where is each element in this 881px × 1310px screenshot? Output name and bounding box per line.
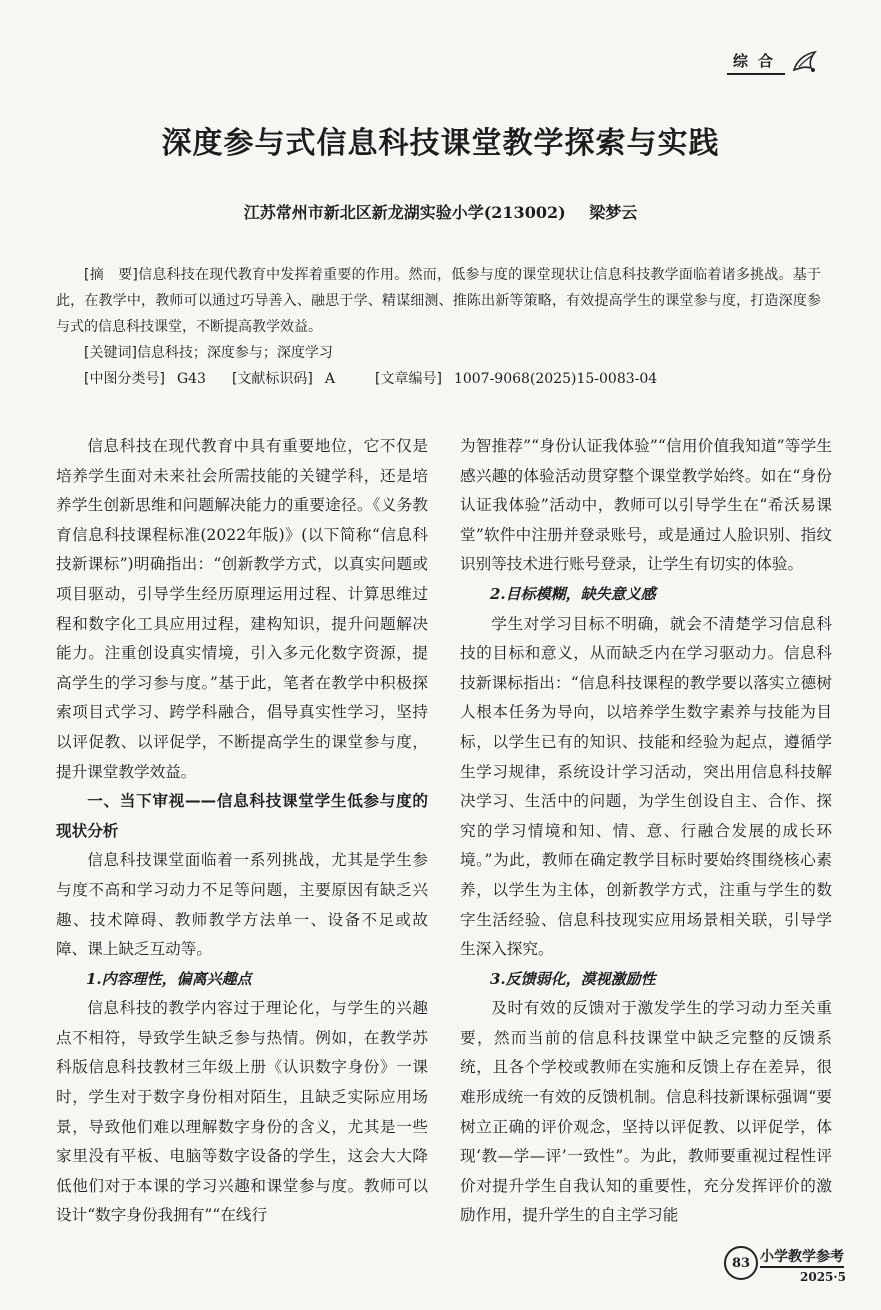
abstract-label: [摘 要] bbox=[84, 267, 138, 283]
right-column bbox=[460, 432, 832, 1252]
paragraph: 信息科技课堂面临着一系列挑战，尤其是学生参与度不高和学习动力不足等问题，主要原因有缺乏兴趣、技术障碍、教师教学方法单一、设备不足或故障、课上缺乏互动等。 bbox=[56, 851, 428, 959]
left-column bbox=[56, 432, 428, 1252]
keywords-text: 信息科技；深度参与；深度学习 bbox=[136, 345, 333, 361]
doc-code-label: [文献标识码] bbox=[231, 371, 313, 387]
paragraph: 信息科技的教学内容过于理论化，与学生的兴趣点不相符，导致学生缺乏参与热情。例如，在教学苏科版信息科技教材三年级上册《认识数字身份》一课时，学生对于数字身份相对陌生，且缺乏实际应用场景，导致他们难以理解数字身份的含义，尤其是一些家里没有平板、电脑等数字设备的学生，这会大大降低他们对于本课的学习兴趣和课堂参与度。教师可以设计“数字身份我拥有”“在线行 bbox=[56, 999, 428, 1225]
page-number: 83 bbox=[724, 1246, 758, 1280]
abstract bbox=[56, 262, 821, 340]
paragraph: 及时有效的反馈对于激发学生的学习动力至关重要，然而当前的信息科技课堂中缺乏完整的反馈系统，且各个学校或教师在实施和反馈上存在差异，很难形成统一有效的反馈机制。信息科技新课标强调“要树立正确的评价观念，坚持以评促教、以评促学，体现‘教—学—评’一致性”。为此，教师要重视过程性评价对提升学生自我认知的重要性，充分发挥评价的激励作用，提升学生的自主学习能 bbox=[460, 999, 832, 1225]
paragraph: 信息科技在现代教育中具有重要地位，它不仅是培养学生面对未来社会所需技能的关键学科，还是培养学生创新思维和问题解决能力的重要途径。《义务教育信息科技课程标准(2022年版)》(以下简称“信息科技新课标”)明确指出：“创新教学方式，以真实问题或项目驱动，引导学生经历原理运用过程、计算思维过程和数字化工具应用过程，建构知识，提升问题解决能力。注重创设真实情境，引入多元化数字资源，提高学生的学习参与度。”基于此，笔者在教学中积极探索项目式学习、跨学科融合，倡导真实性学习，坚持以评促教、以评促学，不断提高学生的课堂参与度，提升课堂教学效益。 bbox=[56, 437, 428, 781]
subsection-heading: 2.目标模糊，缺失意义感 bbox=[490, 584, 656, 603]
clc-value: G43 bbox=[176, 371, 206, 387]
section-ornament-icon bbox=[791, 48, 819, 76]
journal-issue: 2025·5 bbox=[800, 1270, 846, 1284]
byline bbox=[0, 200, 881, 223]
author-name: 梁梦云 bbox=[589, 203, 638, 222]
article-title: 深度参与式信息科技课堂教学探索与实践 bbox=[161, 126, 720, 161]
subsection-heading: 3.反馈弱化，漠视激励性 bbox=[490, 969, 656, 988]
abstract-text: 信息科技在现代教育中发挥着重要的作用。然而，低参与度的课堂现状让信息科技教学面临着诸多挑战。基于此，在教学中，教师可以通过巧导善入、融思于学、精谋细测、推陈出新等策略，有效提高学生的课堂参与度，打造深度参与式的信息科技课堂，不断提高教学效益。 bbox=[56, 267, 821, 335]
page-footer bbox=[724, 1236, 854, 1296]
section-tag bbox=[727, 48, 819, 76]
paragraph: 为智推荐”“身份认证我体验”“信用价值我知道”等学生感兴趣的体验活动贯穿整个课堂教学始终。如在“身份认证我体验”活动中，教师可以引导学生在“希沃易课堂”软件中注册并登录账号，或是通过人脸识别、指纹识别等技术进行账号登录，让学生有切实的体验。 bbox=[460, 437, 832, 574]
doc-code-value: A bbox=[324, 371, 335, 387]
section-label: 综合 bbox=[727, 50, 785, 75]
keywords bbox=[56, 340, 821, 366]
front-matter bbox=[56, 262, 821, 392]
keywords-label: [关键词] bbox=[84, 345, 137, 361]
journal-name: 小学教学参考 bbox=[760, 1246, 844, 1268]
article-no-label: [文章编号] bbox=[375, 371, 442, 387]
affiliation: 江苏常州市新北区新龙湖实验小学(213002) bbox=[243, 203, 566, 222]
body-columns bbox=[56, 432, 832, 1252]
classification-line bbox=[56, 366, 821, 392]
subsection-heading: 1.内容理性，偏离兴趣点 bbox=[86, 969, 252, 988]
section-heading: 一、当下审视——信息科技课堂学生低参与度的现状分析 bbox=[56, 792, 428, 840]
clc-label: [中图分类号] bbox=[84, 371, 165, 387]
article-no-value: 1007-9068(2025)15-0083-04 bbox=[453, 371, 658, 387]
paragraph: 学生对学习目标不明确，就会不清楚学习信息科技的目标和意义，从而缺乏内在学习驱动力。信息科技新课标指出：“信息科技课程的教学要以落实立德树人根本任务为导向，以培养学生数字素养与技能为目标，以学生已有的知识、技能和经验为起点，遵循学生学习规律，系统设计学习活动，突出用信息科技解决学习、生活中的问题，为学生创设自主、合作、探究的学习情境和知、情、意、行融合发展的成长环境。”为此，教师在确定教学目标时要始终围绕核心素养，以学生为主体，创新教学方式，注重与学生的数字生活经验、信息科技现实应用场景相关联，引导学生深入探究。 bbox=[460, 614, 832, 959]
